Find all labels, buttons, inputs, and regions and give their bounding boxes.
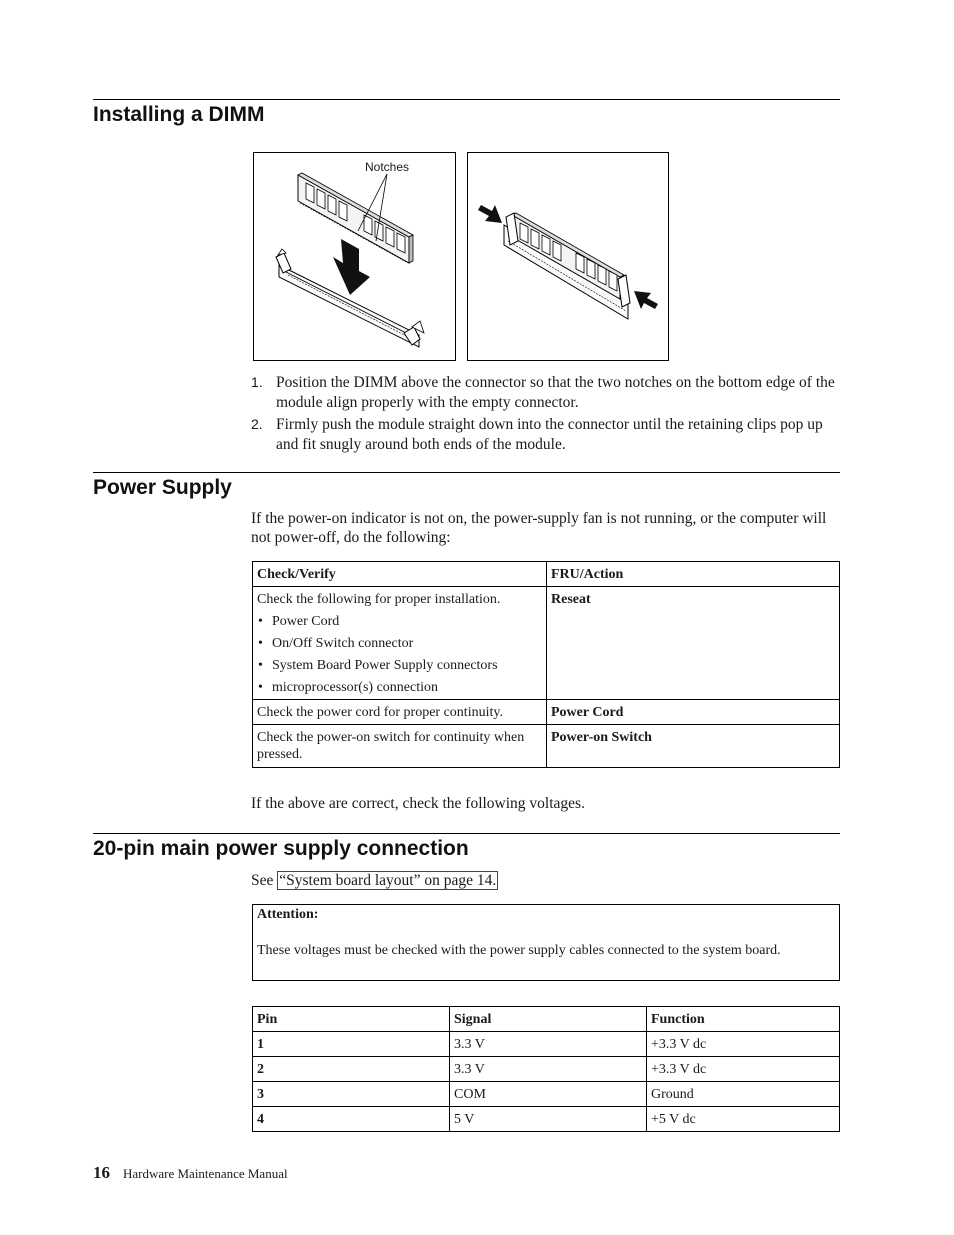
list-item: • Power Cord [257, 613, 542, 630]
table-row [253, 587, 840, 700]
column-header: Signal [450, 1007, 647, 1032]
step-number: 1. [251, 374, 263, 390]
section-title-installing-dimm: Installing a DIMM [93, 103, 265, 126]
system-board-layout-link[interactable]: “System board layout” on page 14. [279, 872, 497, 889]
step-item [251, 415, 841, 454]
pin-table [252, 1006, 840, 1132]
attention-box [252, 904, 840, 981]
list-item: • microprocessor(s) connection [257, 679, 542, 696]
action-cell: Reseat [547, 587, 840, 700]
section-title-power-supply: Power Supply [93, 476, 232, 499]
function-cell: Ground [647, 1082, 840, 1107]
action-cell: Power Cord [547, 700, 840, 725]
column-header: Check/Verify [253, 562, 547, 587]
signal-cell: 3.3 V [450, 1032, 647, 1057]
section-rule [93, 99, 840, 100]
section-title-20pin: 20-pin main power supply connection [93, 837, 469, 860]
check-cell: Check the power-on switch for continuity when pressed. [253, 725, 547, 768]
power-supply-intro: If the power-on indicator is not on, the power-supply fan is not running, or the computer will not power-off, do the following: [251, 510, 827, 546]
attention-text: These voltages must be checked with the power supply cables connected to the system board. [257, 943, 781, 958]
signal-cell: 3.3 V [450, 1057, 647, 1082]
table-row [253, 1107, 840, 1132]
dimm-seated-figure [467, 152, 669, 361]
install-steps [251, 373, 841, 457]
step-text: Position the DIMM above the connector so that the two notches on the bottom edge of the module align properly with the empty connector. [276, 374, 835, 411]
list-item: • On/Off Switch connector [257, 635, 542, 652]
dimm-insert-figure [253, 152, 456, 361]
dimm-seated-illustration [468, 153, 668, 360]
table-row [253, 1032, 840, 1057]
action-cell: Power-on Switch [547, 725, 840, 768]
table-header-row [253, 562, 840, 587]
check-cell [253, 587, 547, 700]
pin-cell: 1 [253, 1032, 450, 1057]
column-header: FRU/Action [547, 562, 840, 587]
check-list [257, 613, 542, 696]
signal-cell: COM [450, 1082, 647, 1107]
page-footer [93, 1163, 288, 1183]
voltages-note: If the above are correct, check the following voltages. [251, 795, 585, 812]
pin-cell: 2 [253, 1057, 450, 1082]
check-verify-table [252, 561, 840, 768]
function-cell: +3.3 V dc [647, 1057, 840, 1082]
signal-cell: 5 V [450, 1107, 647, 1132]
pin-cell: 3 [253, 1082, 450, 1107]
table-row [253, 700, 840, 725]
dimm-insert-illustration [254, 153, 455, 360]
column-header: Function [647, 1007, 840, 1032]
check-cell: Check the power cord for proper continuity. [253, 700, 547, 725]
pin-cell: 4 [253, 1107, 450, 1132]
table-row [253, 725, 840, 768]
book-title: Hardware Maintenance Manual [123, 1166, 288, 1181]
list-item: • System Board Power Supply connectors [257, 657, 542, 674]
step-number: 2. [251, 416, 263, 432]
step-text: Firmly push the module straight down into the connector until the retaining clips pop up and fit snugly around both ends of the module. [276, 416, 823, 453]
table-row [253, 1082, 840, 1107]
check-text: Check the following for proper installation. [257, 592, 501, 607]
column-header: Pin [253, 1007, 450, 1032]
table-header-row [253, 1007, 840, 1032]
function-cell: +5 V dc [647, 1107, 840, 1132]
see-reference [251, 872, 841, 891]
function-cell: +3.3 V dc [647, 1032, 840, 1057]
table-row [253, 1057, 840, 1082]
notches-label: Notches [365, 160, 410, 174]
attention-title: Attention: [257, 907, 319, 922]
page-number: 16 [93, 1163, 110, 1182]
section-rule [93, 833, 840, 834]
section-rule [93, 472, 840, 473]
see-prefix: See [251, 872, 274, 889]
step-item [251, 373, 841, 412]
